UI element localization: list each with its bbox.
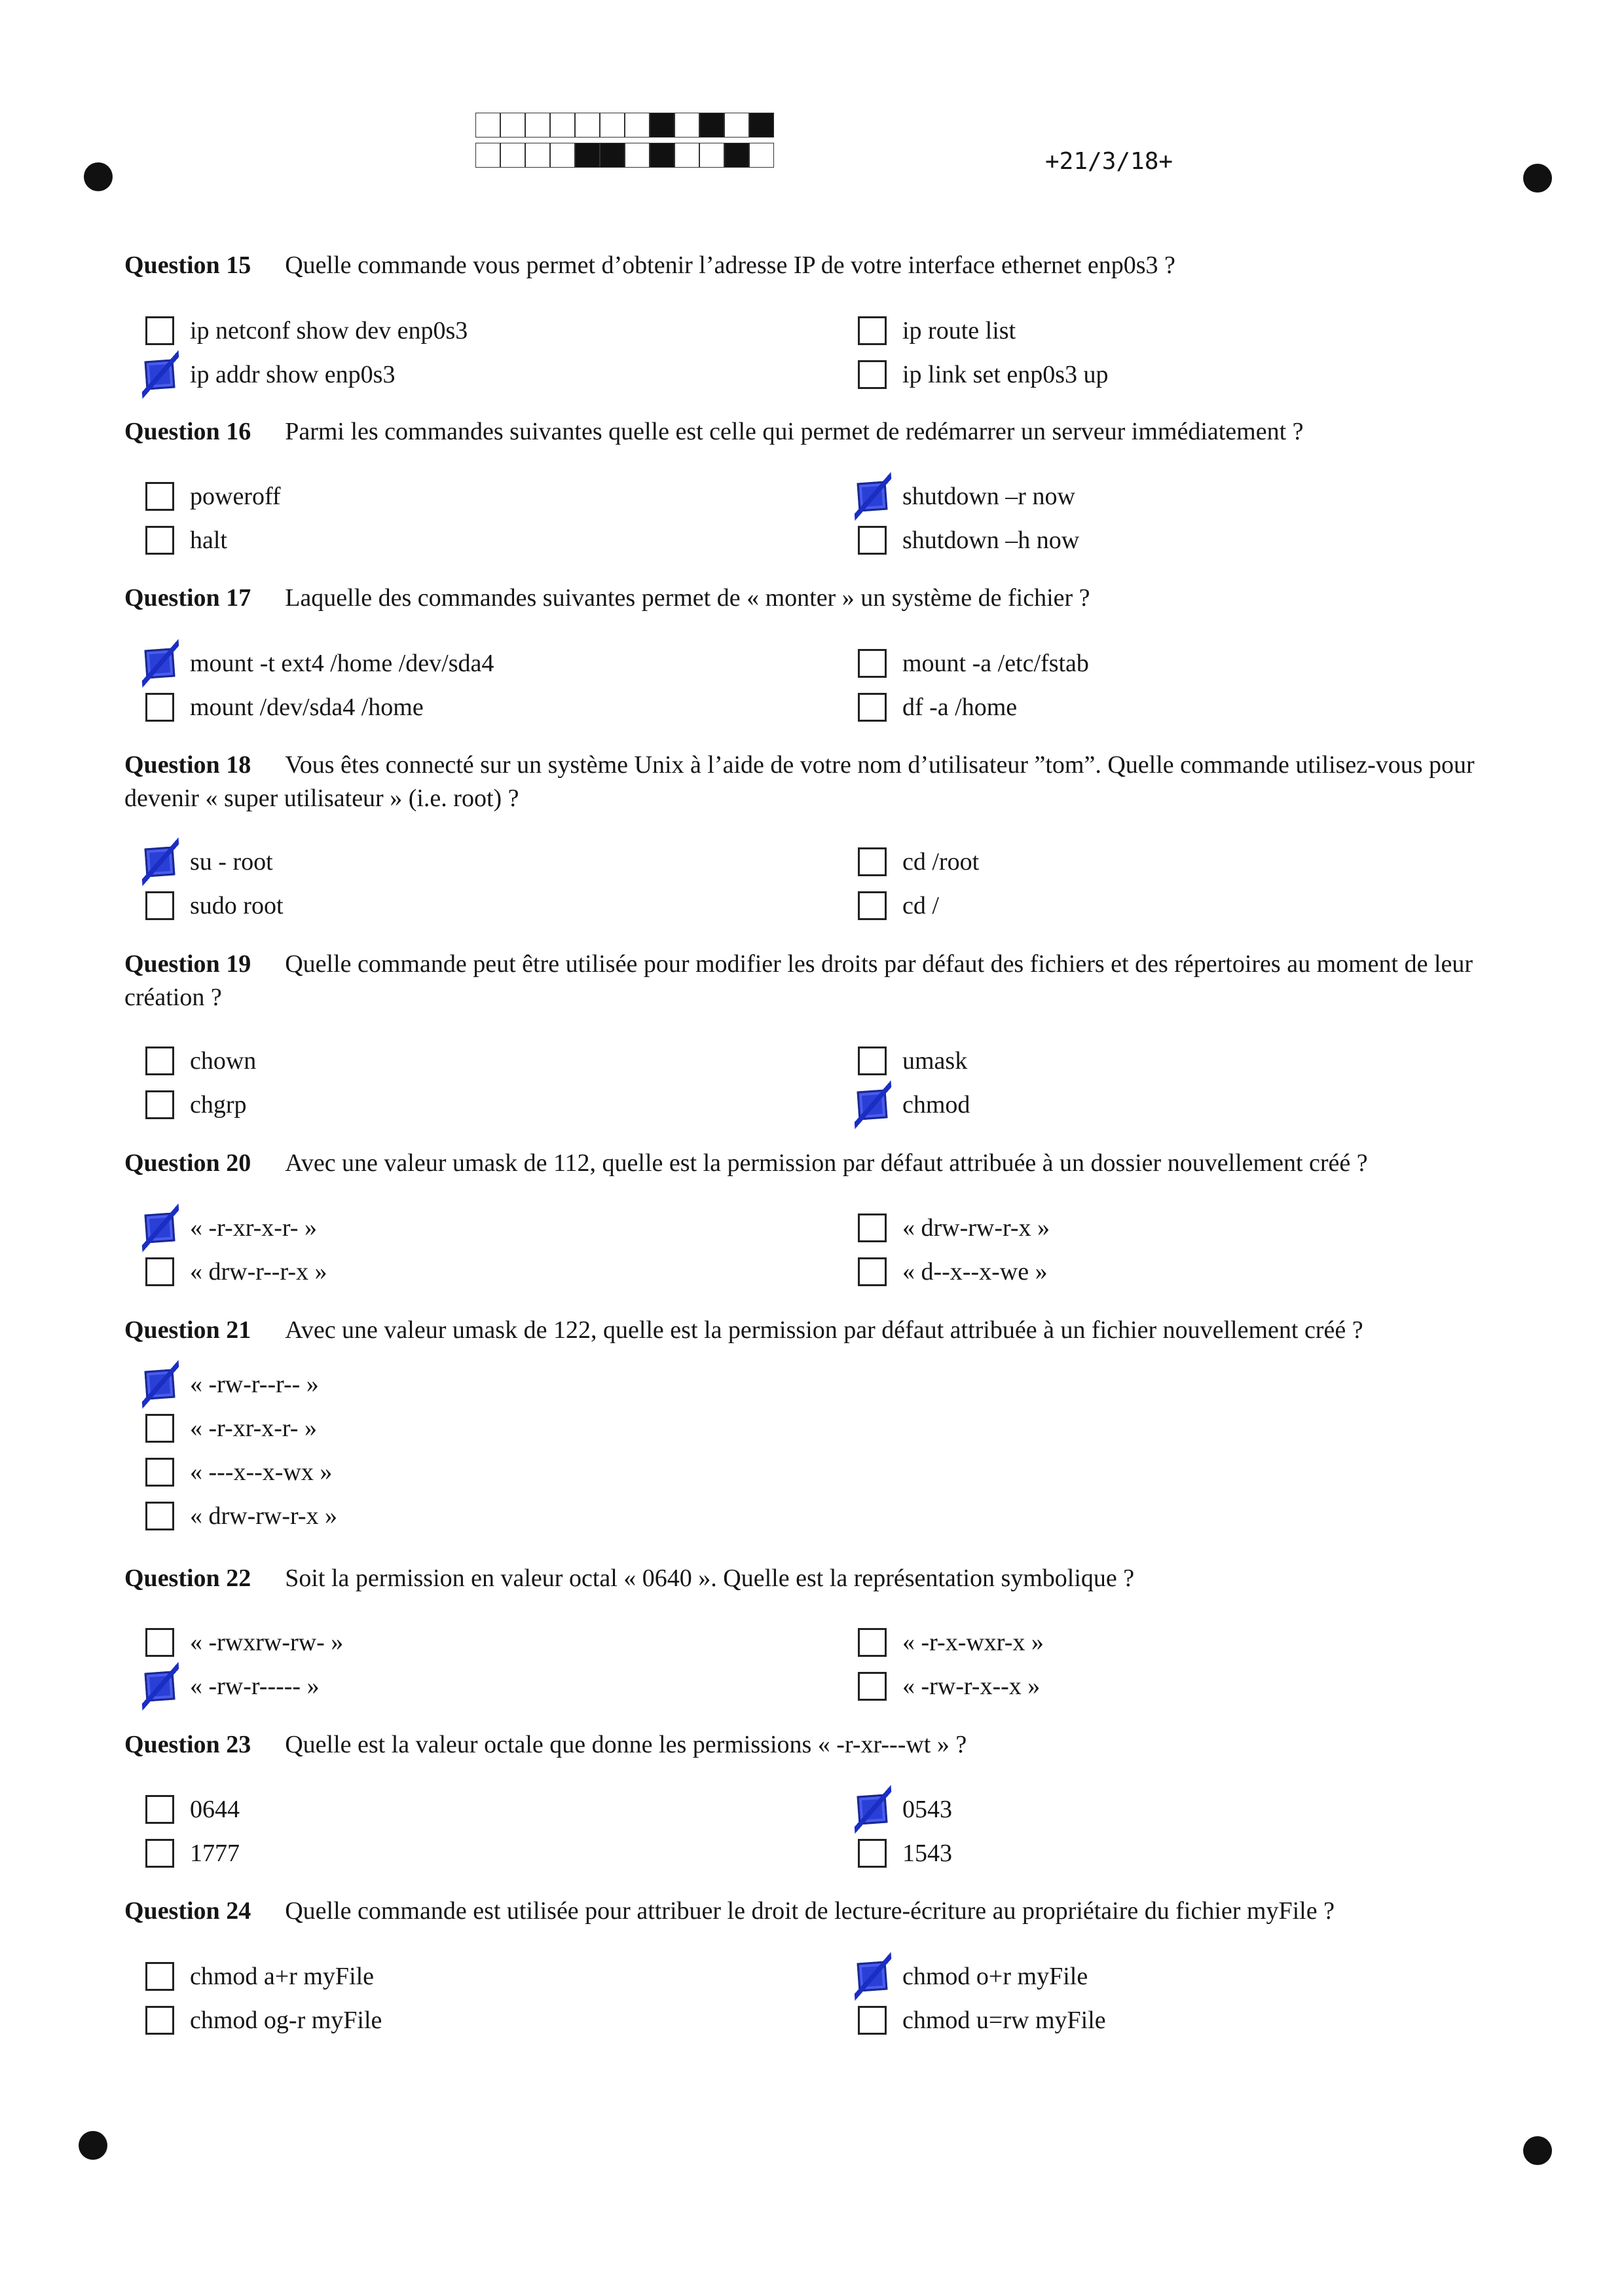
barcode-cell (650, 113, 674, 138)
barcode-cell (625, 113, 650, 138)
option-label: mount /dev/sda4 /home (190, 694, 424, 721)
checkbox[interactable] (145, 1671, 175, 1702)
checkbox[interactable] (858, 1672, 887, 1701)
barcode-cell (600, 143, 625, 168)
barcode-cell (625, 143, 650, 168)
q21-option-1[interactable] (145, 1366, 319, 1403)
barcode-cell (575, 113, 600, 138)
option-label: chmod a+r myFile (190, 1963, 375, 1990)
checkbox[interactable] (145, 526, 174, 555)
option-label: 1777 (190, 1840, 240, 1867)
checkbox[interactable] (857, 481, 888, 512)
q19-option-4[interactable] (858, 1086, 970, 1123)
barcode-cell (550, 113, 575, 138)
barcode-row-1 (475, 113, 774, 139)
q22-option-3[interactable] (858, 1624, 1044, 1661)
question-17-title (124, 582, 1532, 615)
barcode-cell (525, 113, 550, 138)
checkbox[interactable] (858, 1257, 887, 1286)
barcode-cell (600, 113, 625, 138)
checkbox[interactable] (145, 648, 175, 679)
barcode-cell (650, 143, 674, 168)
option-label: « -r-xr-x-r- » (190, 1415, 317, 1442)
barcode-cell (699, 143, 724, 168)
question-number: Question 23 (124, 1731, 251, 1758)
checkbox[interactable] (145, 891, 174, 920)
q17-option-4[interactable] (858, 689, 1017, 726)
checkbox[interactable] (858, 360, 887, 389)
question-text: Vous êtes connecté sur un système Unix à l’aide de votre nom d’utilisateur ”tom”. Quelle commande utilisez-vous pour devenir « super utilisateur » (i.e. root) ? (124, 751, 1475, 812)
checkbox[interactable] (858, 847, 887, 876)
option-label: « -r-xr-x-r- » (190, 1214, 317, 1242)
q20-option-1[interactable] (145, 1210, 317, 1246)
q19-option-2[interactable] (145, 1086, 247, 1123)
checkbox[interactable] (858, 1628, 887, 1657)
checkbox[interactable] (145, 1458, 174, 1487)
question-15-title (124, 249, 1532, 282)
option-label: mount -a /etc/fstab (902, 650, 1089, 677)
option-label: 0644 (190, 1796, 240, 1823)
q21-option-4[interactable] (145, 1498, 337, 1534)
q19-option-1[interactable] (145, 1043, 256, 1079)
checkbox[interactable] (145, 1090, 174, 1119)
q20-option-4[interactable] (858, 1253, 1048, 1290)
checkbox[interactable] (858, 2006, 887, 2035)
q15-option-4[interactable] (858, 356, 1109, 393)
option-label: chmod u=rw myFile (902, 2007, 1106, 2034)
option-label: ip addr show enp0s3 (190, 361, 396, 388)
checkbox[interactable] (857, 1090, 888, 1120)
option-label: ip link set enp0s3 up (902, 361, 1109, 388)
option-label: « drw-r--r-x » (190, 1258, 327, 1286)
checkbox[interactable] (858, 891, 887, 920)
checkbox[interactable] (145, 316, 174, 345)
q18-option-2[interactable] (145, 887, 284, 924)
question-text: Avec une valeur umask de 122, quelle est la permission par défaut attribuée à un fichier nouvellement créé ? (285, 1316, 1363, 1344)
q23-option-3[interactable] (858, 1791, 952, 1828)
question-22-title (124, 1562, 1532, 1595)
option-label: chmod o+r myFile (902, 1963, 1088, 1990)
option-label: ip route list (902, 317, 1016, 344)
barcode-cell (475, 113, 500, 138)
barcode-cell (674, 143, 699, 168)
barcode-cell (500, 113, 525, 138)
checkbox[interactable] (145, 1795, 174, 1824)
option-label: chown (190, 1047, 257, 1075)
barcode-row-2 (475, 143, 774, 169)
q18-option-3[interactable] (858, 843, 979, 880)
checkbox[interactable] (857, 1794, 888, 1825)
q20-option-2[interactable] (145, 1253, 327, 1290)
question-18-title (124, 749, 1532, 815)
option-label: « d--x--x-we » (902, 1258, 1048, 1286)
q24-option-3[interactable] (858, 1958, 1088, 1995)
option-label: cd /root (902, 848, 980, 876)
checkbox[interactable] (858, 693, 887, 722)
question-16-title (124, 415, 1532, 449)
option-label: ip netconf show dev enp0s3 (190, 317, 468, 344)
option-label: df -a /home (902, 694, 1018, 721)
q18-option-1[interactable] (145, 843, 273, 880)
q21-option-3[interactable] (145, 1454, 332, 1491)
checkbox[interactable] (145, 1369, 175, 1400)
question-number: Question 15 (124, 251, 251, 279)
checkbox[interactable] (145, 1839, 174, 1868)
option-label: « drw-rw-r-x » (902, 1214, 1050, 1242)
option-label: « drw-rw-r-x » (190, 1502, 338, 1530)
option-label: chgrp (190, 1091, 247, 1119)
q21-option-2[interactable] (145, 1410, 317, 1447)
option-label: poweroff (190, 483, 281, 510)
q22-option-4[interactable] (858, 1668, 1040, 1705)
checkbox[interactable] (145, 1257, 174, 1286)
option-label: 1543 (902, 1840, 952, 1867)
q15-option-3[interactable] (858, 312, 1016, 349)
question-23-title (124, 1728, 1532, 1762)
option-label: halt (190, 527, 227, 554)
q23-option-1[interactable] (145, 1791, 240, 1828)
option-label: sudo root (190, 892, 284, 919)
checkbox[interactable] (858, 316, 887, 345)
option-label: « -rw-r--r-- » (190, 1371, 319, 1398)
question-24-title (124, 1895, 1532, 1928)
q19-option-3[interactable] (858, 1043, 967, 1079)
q17-option-2[interactable] (145, 689, 424, 726)
option-label: chmod (902, 1091, 970, 1119)
option-label: 0543 (902, 1796, 952, 1823)
page-barcode (475, 113, 774, 173)
option-label: shutdown –r now (902, 483, 1075, 510)
checkbox[interactable] (145, 1213, 175, 1244)
option-label: umask (902, 1047, 968, 1075)
q24-option-4[interactable] (858, 2002, 1106, 2039)
checkbox[interactable] (145, 1502, 174, 1530)
option-label: mount -t ext4 /home /dev/sda4 (190, 650, 494, 677)
barcode-cell (575, 143, 600, 168)
checkbox[interactable] (857, 1961, 888, 1992)
question-number: Question 20 (124, 1149, 251, 1177)
checkbox[interactable] (145, 693, 174, 722)
question-number: Question 18 (124, 751, 251, 779)
barcode-cell (500, 143, 525, 168)
checkbox[interactable] (145, 1414, 174, 1443)
q23-option-2[interactable] (145, 1835, 240, 1872)
checkbox[interactable] (145, 1962, 174, 1991)
q16-option-2[interactable] (145, 522, 227, 559)
question-text: Avec une valeur umask de 112, quelle est la permission par défaut attribuée à un dossier nouvellement créé ? (285, 1149, 1368, 1177)
question-number: Question 24 (124, 1897, 251, 1925)
checkbox[interactable] (145, 1628, 174, 1657)
barcode-cell (699, 113, 724, 138)
option-label: su - root (190, 848, 273, 876)
question-21-title (124, 1314, 1532, 1347)
option-label: cd / (902, 892, 939, 919)
question-number: Question 21 (124, 1316, 251, 1344)
question-20-title (124, 1147, 1532, 1180)
option-label: « -rw-r----- » (190, 1673, 320, 1700)
checkbox[interactable] (145, 2006, 174, 2035)
registration-mark-bottom-right (1523, 2136, 1552, 2165)
q22-option-2[interactable] (145, 1668, 320, 1705)
checkbox[interactable] (145, 1046, 174, 1075)
registration-mark-top-left (84, 162, 113, 191)
q16-option-4[interactable] (858, 522, 1079, 559)
checkbox[interactable] (858, 1046, 887, 1075)
q18-option-4[interactable] (858, 887, 939, 924)
checkbox[interactable] (145, 482, 174, 511)
q16-option-1[interactable] (145, 478, 281, 515)
checkbox[interactable] (145, 847, 175, 878)
barcode-cell (674, 113, 699, 138)
barcode-cell (475, 143, 500, 168)
question-text: Quelle commande vous permet d’obtenir l’adresse IP de votre interface ethernet enp0s3 ? (285, 251, 1175, 279)
q20-option-3[interactable] (858, 1210, 1050, 1246)
barcode-cell (749, 143, 774, 168)
option-label: « ---x--x-wx » (190, 1458, 333, 1486)
checkbox[interactable] (858, 526, 887, 555)
registration-mark-bottom-left (79, 2131, 107, 2160)
registration-mark-top-right (1523, 164, 1552, 193)
question-19-title (124, 948, 1532, 1014)
barcode-cell (724, 143, 749, 168)
question-text: Laquelle des commandes suivantes permet de « monter » un système de fichier ? (285, 584, 1090, 612)
question-text: Quelle est la valeur octale que donne les permissions « -r-xr---wt » ? (285, 1731, 967, 1758)
checkbox[interactable] (858, 649, 887, 678)
checkbox[interactable] (858, 1839, 887, 1868)
barcode-cell (525, 143, 550, 168)
question-text: Quelle commande peut être utilisée pour modifier les droits par défaut des fichiers et des répertoires au moment de leur création ? (124, 950, 1473, 1011)
q15-option-2[interactable] (145, 356, 395, 393)
q15-option-1[interactable] (145, 312, 468, 349)
q16-option-3[interactable] (858, 478, 1075, 515)
option-label: chmod og-r myFile (190, 2007, 382, 2034)
option-label: « -r-x-wxr-x » (902, 1629, 1044, 1656)
barcode-cell (550, 143, 575, 168)
barcode-cell (724, 113, 749, 138)
page-identifier: +21/3/18+ (1045, 148, 1173, 175)
question-number: Question 16 (124, 418, 251, 445)
checkbox[interactable] (858, 1213, 887, 1242)
q17-option-1[interactable] (145, 645, 494, 682)
question-text: Soit la permission en valeur octal « 0640 ». Quelle est la représentation symbolique ? (285, 1565, 1135, 1592)
question-number: Question 17 (124, 584, 251, 612)
question-number: Question 19 (124, 950, 251, 978)
q23-option-4[interactable] (858, 1835, 952, 1872)
option-label: « -rw-r-x--x » (902, 1673, 1041, 1700)
question-text: Quelle commande est utilisée pour attribuer le droit de lecture-écriture au propriétaire du fichier myFile ? (285, 1897, 1335, 1925)
q17-option-3[interactable] (858, 645, 1089, 682)
q22-option-1[interactable] (145, 1624, 343, 1661)
barcode-cell (749, 113, 774, 138)
q24-option-1[interactable] (145, 1958, 374, 1995)
option-label: « -rwxrw-rw- » (190, 1629, 344, 1656)
q24-option-2[interactable] (145, 2002, 382, 2039)
option-label: shutdown –h now (902, 527, 1080, 554)
question-text: Parmi les commandes suivantes quelle est celle qui permet de redémarrer un serveur immédiatement ? (285, 418, 1304, 445)
question-number: Question 22 (124, 1565, 251, 1592)
checkbox[interactable] (145, 360, 175, 390)
